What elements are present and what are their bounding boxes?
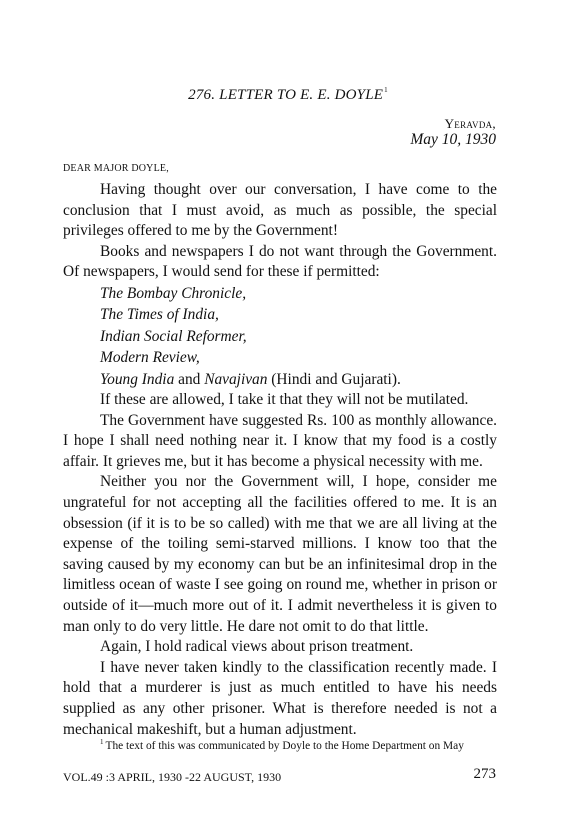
paragraph-4: The Government have suggested Rs. 100 as monthly allowance. I hope I shall need nothing near it. I know that my food is a costly affair. It grieves me, but it has become a physical necessity with me.: [63, 411, 497, 470]
list-note: (Hindi and Gujarati).: [267, 370, 401, 388]
newspaper-title: The Times of India,: [100, 306, 219, 324]
salutation: DEAR MAJOR DOYLE,: [63, 163, 169, 174]
newspaper-item-5: [63, 369, 497, 390]
letter-title: [0, 86, 576, 104]
letter-title-text: 276. LETTER TO E. E. DOYLE: [188, 87, 384, 103]
newspaper-title: Indian Social Reformer,: [100, 327, 247, 345]
newspaper-title: Modern Review,: [100, 349, 200, 367]
page-number: 273: [473, 766, 496, 782]
paragraph-2: Books and newspapers I do not want through the Government. Of newspapers, I would send for these if permitted:: [63, 242, 497, 281]
letter-place: Yeravda,: [444, 116, 496, 131]
newspaper-title: Navajivan: [204, 370, 268, 388]
paragraph-3: If these are allowed, I take it that they will not be mutilated.: [100, 391, 469, 408]
title-footnote-mark: 1: [384, 86, 388, 94]
newspaper-item-3: [63, 326, 497, 347]
letter-date: May 10, 1930: [410, 131, 496, 148]
footnote: [100, 738, 464, 752]
volume-info: VOL.49 :3 APRIL, 1930 -22 AUGUST, 1930: [63, 770, 282, 784]
paragraph-1: Having thought over our conversation, I have come to the conclusion that I must avoid, as much as possible, the special privileges offered to me by the Government!: [63, 181, 497, 240]
newspaper-title: The Bombay Chronicle,: [100, 284, 247, 302]
paragraph-5: Neither you nor the Government will, I hope, consider me ungrateful for not accepting all the facilities offered to me. It is an obsession (if it is to be so called) with me that we are all living at the expense of the toiling semi-starved millions. I know too that the saving caused by my economy can but be an infinitesimal drop in the limitless ocean of waste I see going on round me, whether in prison or outside of it—much more out of it. I admit nevertheless it is given to man only to do very little. He dare not omit to do that little.: [63, 473, 497, 635]
letter-body: [63, 180, 497, 740]
list-connector: and: [174, 370, 205, 388]
paragraph-6: Again, I hold radical views about prison treatment.: [100, 638, 414, 656]
footnote-text: The text of this was communicated by Doyle to the Home Department on May: [105, 740, 464, 752]
paragraph-7: I have never taken kindly to the classification recently made. I hold that a murderer is just as much entitled to have his needs supplied as any other prisoner. What is therefore needed is not a mechanical makeshift, but a human adjustment.: [63, 658, 497, 738]
footnote-mark: 1: [100, 738, 104, 746]
newspaper-item-2: [63, 304, 497, 325]
newspaper-item-4: [63, 347, 497, 368]
newspaper-title: Young India: [100, 370, 175, 388]
newspaper-item-1: [63, 283, 497, 304]
